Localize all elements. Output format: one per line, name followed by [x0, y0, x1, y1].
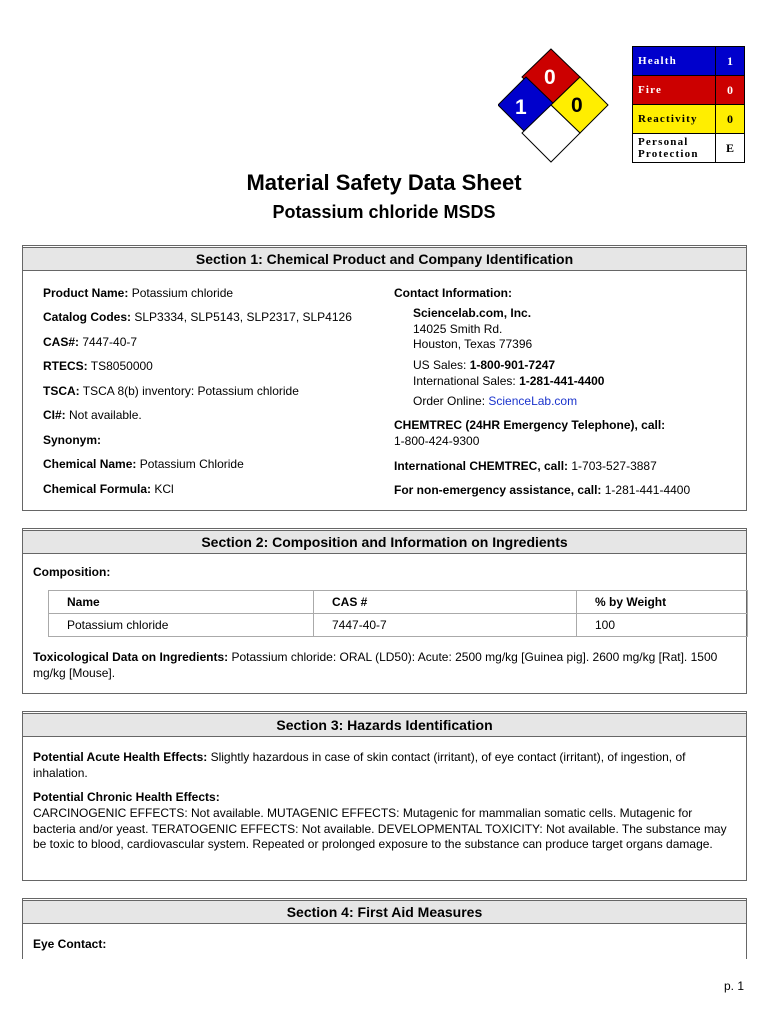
- intl-chemtrec-line: [394, 459, 657, 473]
- hmis-ppe-value: E: [716, 134, 745, 163]
- company-address-line2: Houston, Texas 77396: [413, 337, 533, 351]
- nfpa-reactivity-value: 0: [571, 94, 583, 117]
- chronic-health-effects-text: CARCINOGENIC EFFECTS: Not available. MUTAGENIC EFFECTS: Mutagenic for mammalian somatic cells. Mutagenic for bacteria and/or yeast. TERATOGENIC EFFECTS: Not available. DEVELOPMENTAL TOXICITY: Not available. The substance may be toxic to blood, cardiovascular system. Repeated or prolonged exposure to the substance can produce target organs damage.: [33, 806, 727, 851]
- nfpa-fire-value: 0: [544, 66, 556, 89]
- composition-table-header: [49, 591, 748, 614]
- hmis-reactivity-value: 0: [716, 105, 745, 134]
- field-label: Catalog Codes:: [43, 310, 132, 324]
- toxicological-data-label: Toxicological Data on Ingredients:: [33, 650, 229, 664]
- hmis-reactivity-label: Reactivity: [633, 105, 716, 134]
- chemtrec-label: CHEMTREC (24HR Emergency Telephone), call:: [394, 418, 666, 432]
- section-2: [22, 528, 747, 694]
- field-value: TSCA 8(b) inventory: Potassium chloride: [79, 384, 299, 398]
- hmis-reactivity-row: [633, 105, 745, 134]
- us-sales-line: [413, 358, 555, 372]
- nonemergency-phone: 1-281-441-4400: [601, 483, 691, 497]
- nonemergency-line: [394, 483, 690, 497]
- section-1-heading: Section 1: Chemical Product and Company Identification: [23, 247, 746, 271]
- field-value: Potassium chloride: [128, 286, 234, 300]
- catalog-codes-line: [43, 310, 352, 324]
- field-value: Not available.: [65, 408, 142, 422]
- field-label: Product Name:: [43, 286, 129, 300]
- field-label: Chemical Name:: [43, 457, 137, 471]
- field-value: 7447-40-7: [79, 335, 138, 349]
- tsca-line: [43, 384, 299, 398]
- synonym-line: [43, 433, 101, 447]
- order-online-label: Order Online:: [413, 394, 489, 408]
- field-label: TSCA:: [43, 384, 80, 398]
- table-row: [49, 614, 748, 637]
- field-label: Chemical Formula:: [43, 482, 152, 496]
- rtecs-line: [43, 359, 153, 373]
- intl-chemtrec-phone: 1-703-527-3887: [568, 459, 657, 473]
- company-address-line1: 14025 Smith Rd.: [413, 322, 503, 336]
- section-3: [22, 711, 747, 881]
- order-online-line: [413, 394, 577, 408]
- section-2-heading: Section 2: Composition and Information on Ingredients: [23, 530, 746, 554]
- nfpa-diamond: [498, 46, 610, 166]
- cas-line: [43, 335, 137, 349]
- field-label: CAS#:: [43, 335, 80, 349]
- intl-sales-line: [413, 374, 604, 388]
- hmis-rating-table: [632, 46, 745, 163]
- eye-contact-label: Eye Contact:: [33, 937, 107, 951]
- field-value: TS8050000: [87, 359, 153, 373]
- section-3-heading: Section 3: Hazards Identification: [23, 713, 746, 737]
- hmis-health-label: Health: [633, 47, 716, 76]
- nfpa-health-value: 1: [515, 96, 527, 119]
- hmis-fire-row: [633, 76, 745, 105]
- toxicological-data: [33, 650, 733, 681]
- acute-health-effects-text: Slightly hazardous in case of skin contact (irritant), of eye contact (irritant), of ingestion, of inhalation.: [33, 750, 686, 780]
- hmis-ppe-row: [633, 134, 745, 163]
- contact-information-label: Contact Information:: [394, 286, 512, 300]
- nonemergency-label: For non-emergency assistance, call:: [394, 483, 602, 497]
- field-value: KCl: [151, 482, 174, 496]
- field-label: CI#:: [43, 408, 66, 422]
- intl-sales-label: International Sales:: [413, 374, 520, 388]
- us-sales-label: US Sales:: [413, 358, 470, 372]
- ingredient-cas-cell: 7447-40-7: [314, 614, 577, 637]
- product-name-line: [43, 286, 233, 300]
- intl-chemtrec-label: International CHEMTREC, call:: [394, 459, 569, 473]
- toxicological-data-text: Potassium chloride: ORAL (LD50): Acute: 2500 mg/kg [Guinea pig]. 2600 mg/kg [Rat]. 1500 mg/kg [Mouse].: [33, 650, 718, 680]
- section-4: [22, 898, 747, 959]
- hmis-ppe-label-line2: Protection: [638, 148, 699, 160]
- ingredient-name-cell: Potassium chloride: [49, 614, 314, 637]
- chemical-formula-line: [43, 482, 174, 496]
- chemical-name-line: [43, 457, 244, 471]
- column-header-cas: CAS #: [314, 591, 577, 614]
- chronic-health-effects-label: Potential Chronic Health Effects:: [33, 790, 220, 804]
- composition-table: [48, 590, 748, 637]
- acute-health-effects: [33, 750, 733, 781]
- field-label: RTECS:: [43, 359, 88, 373]
- document-title: Material Safety Data Sheet: [246, 170, 522, 195]
- section-1: [22, 245, 747, 511]
- intl-sales-phone: 1-281-441-4400: [519, 374, 605, 388]
- chemtrec-phone: 1-800-424-9300: [394, 434, 480, 448]
- us-sales-phone: 1-800-901-7247: [469, 358, 556, 372]
- ci-line: [43, 408, 142, 422]
- document-subtitle: Potassium chloride MSDS: [272, 202, 496, 222]
- hmis-health-row: [633, 47, 745, 76]
- hmis-health-value: 1: [716, 47, 745, 76]
- composition-label: Composition:: [33, 565, 111, 579]
- field-label: Synonym:: [43, 433, 102, 447]
- hmis-fire-label: Fire: [633, 76, 716, 105]
- field-value: Potassium Chloride: [136, 457, 244, 471]
- hmis-fire-value: 0: [716, 76, 745, 105]
- hmis-ppe-label-line1: Personal: [638, 136, 689, 148]
- field-value: SLP3334, SLP5143, SLP2317, SLP4126: [131, 310, 352, 324]
- company-name: Sciencelab.com, Inc.: [413, 306, 532, 320]
- sciencelab-link[interactable]: ScienceLab.com: [488, 394, 578, 408]
- ingredient-weight-cell: 100: [577, 614, 748, 637]
- column-header-name: Name: [49, 591, 314, 614]
- acute-health-effects-label: Potential Acute Health Effects:: [33, 750, 208, 764]
- section-4-heading: Section 4: First Aid Measures: [23, 900, 746, 924]
- page-number: p. 1: [723, 979, 744, 993]
- hmis-ppe-label: [633, 134, 716, 163]
- column-header-weight: % by Weight: [577, 591, 748, 614]
